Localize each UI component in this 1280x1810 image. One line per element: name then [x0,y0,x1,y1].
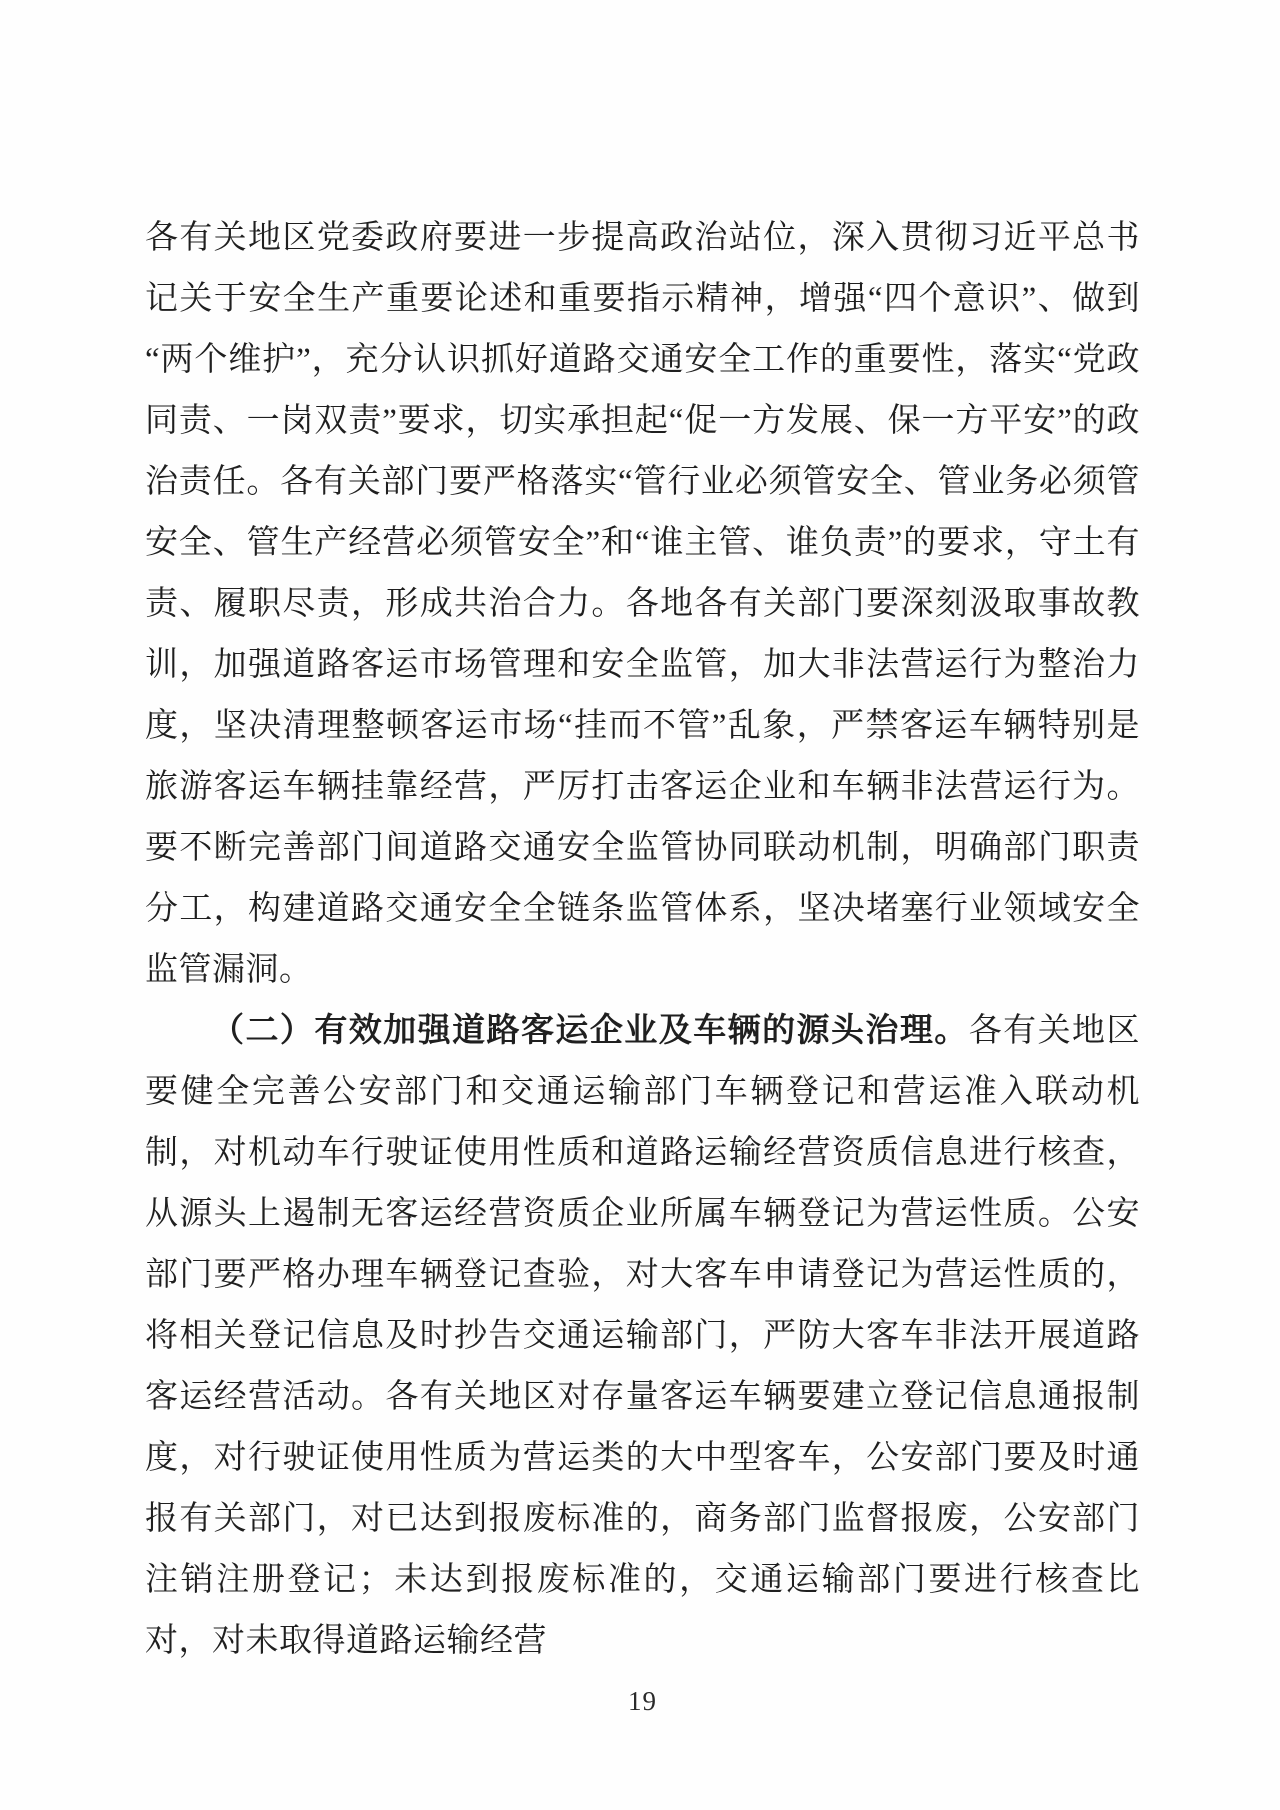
paragraph-text: 各有关地区党委政府要进一步提高政治站位，深入贯彻习近平总书记关于安全生产重要论述和重要指示精神，增强“四个意识”、做到“两个维护”，充分认识抓好道路交通安全工作的重要性，落实“党政同责、一岗双责”要求，切实承担起“促一方发展、保一方平安”的政治责任。各有关部门要严格落实“管行业必须管安全、管业务必须管安全、管生产经营必须管安全”和“谁主管、谁负责”的要求，守土有责、履职尽责，形成共治合力。各地各有关部门要深刻汲取事故教训，加强道路客运市场管理和安全监管，加大非法营运行为整治力度，坚决清理整顿客运市场“挂而不管”乱象，严禁客运车辆特别是旅游客运车辆挂靠经营，严厉打击客运企业和车辆非法营运行为。要不断完善部门间道路交通安全监管协同联动机制，明确部门职责分工，构建道路交通安全全链条监管体系，坚决堵塞行业领域安全监管漏洞。 [145,220,1140,988]
paragraph-traffic-safety-responsibility [145,208,1140,1001]
paragraph-text: 各有关地区要健全完善公安部门和交通运输部门车辆登记和营运准入联动机制，对机动车行驶证使用性质和道路运输经营资质信息进行核查，从源头上遏制无客运经营资质企业所属车辆登记为营运性质。公安部门要严格办理车辆登记查验，对大客车申请登记为营运性质的，将相关登记信息及时抄告交通运输部门，严防大客车非法开展道路客运经营活动。各有关地区对存量客运车辆要建立登记信息通报制度，对行驶证使用性质为营运类的大中型客车，公安部门要及时通报有关部门，对已达到报废标准的，商务部门监督报废，公安部门注销注册登记；未达到报废标准的，交通运输部门要进行核查比对，对未取得道路运输经营 [145,1013,1141,1659]
section-heading-2: （二）有效加强道路客运企业及车辆的源头治理。 [211,1013,969,1049]
page-number: 19 [628,1686,657,1716]
document-body [145,208,1140,1717]
paragraph-source-governance [145,1001,1140,1672]
